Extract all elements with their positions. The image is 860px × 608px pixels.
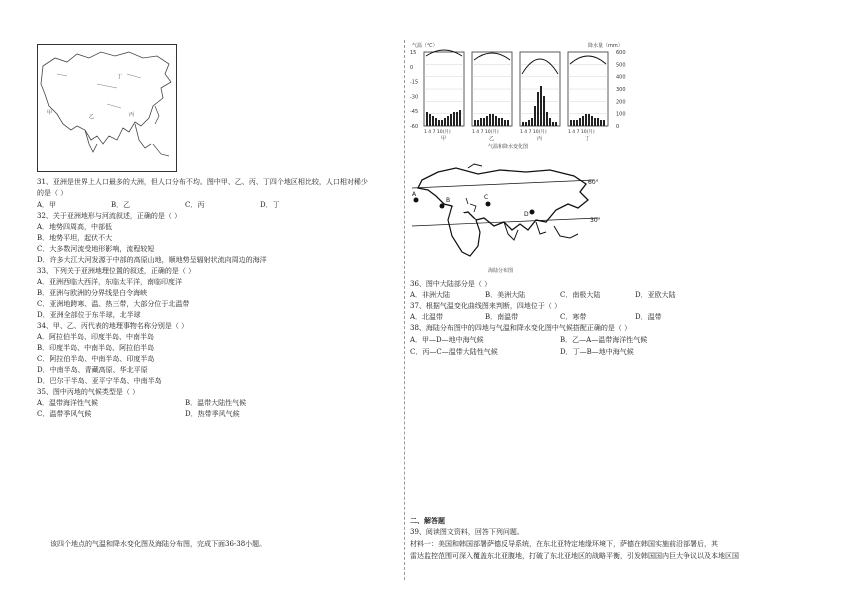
point-c-marker [486, 202, 491, 207]
q37-option-a[interactable]: A．北温带 [410, 313, 444, 321]
q31-option-a[interactable]: A．甲 [37, 201, 57, 209]
precip-bar [426, 112, 428, 126]
precip-bar [489, 114, 491, 126]
precip-bar [483, 118, 485, 126]
precip-bar [537, 92, 539, 126]
q38-option-d[interactable]: D．丁—B—地中海气候 [560, 348, 634, 356]
q36-option-a[interactable]: A．非洲大陆 [410, 291, 451, 299]
precip-bar [546, 112, 548, 126]
climate-panel [472, 52, 512, 142]
precip-bar [459, 110, 461, 126]
precip-tick: 500 [616, 62, 626, 69]
q39-material-line2: 雷达监控范围可深入覆盖东北亚腹地，打破了东北亚地区的战略平衡，引发韩国国内巨大争议以及本地区国 [410, 552, 739, 560]
point-c-label: C [484, 194, 489, 201]
precip-bar [438, 120, 440, 126]
column-divider [404, 40, 405, 580]
point-d-marker [530, 210, 535, 215]
precip-bar [585, 114, 587, 126]
precip-tick: 600 [616, 50, 626, 56]
svg-text:乙: 乙 [89, 114, 95, 120]
lat-60-label: 60° [588, 179, 599, 186]
q33-option-a[interactable]: A．亚洲西临大西洋，东临太平洋，南临印度洋 [37, 278, 183, 286]
point-a-label: A [412, 191, 417, 198]
q34-option-e[interactable]: D．巴尔干半岛、亚平宁半岛、中南半岛 [37, 377, 162, 385]
q31-option-d[interactable]: D．丁 [260, 201, 280, 209]
precip-bar [450, 114, 452, 126]
precip-bar [480, 118, 482, 126]
precip-bar [573, 120, 575, 126]
q31-stem: 31、亚洲是世界上人口最多的大洲，但人口分布不均。图中甲、乙、丙、丁四个地区相比较，人口相对稀少 [37, 178, 368, 186]
q34-stem: 34、甲、乙、丙代表的地理事物名称分别是（ ） [37, 322, 189, 330]
month-ticks: 1 4 7 10(月) [424, 130, 451, 135]
precip-bar [441, 120, 443, 126]
point-a-marker [414, 198, 419, 203]
precip-bar [534, 106, 536, 126]
svg-text:丙: 丙 [129, 112, 135, 118]
precip-bar [507, 120, 509, 126]
panel-label: 甲 [441, 136, 447, 142]
precip-bar [552, 122, 554, 126]
precip-bar [591, 116, 593, 126]
precip-tick: 400 [616, 74, 626, 81]
precip-bar [579, 118, 581, 126]
panel-label: 乙 [489, 136, 495, 142]
climate-charts [408, 40, 634, 152]
climate-panel [568, 52, 608, 142]
precip-bar [429, 114, 431, 126]
q36-option-c[interactable]: C．南极大陆 [560, 291, 601, 299]
q35-option-c[interactable]: C．温带季风气候 [37, 410, 92, 418]
precip-bar [477, 120, 479, 126]
precip-bar [504, 120, 506, 126]
precip-bar [492, 114, 494, 126]
temp-tick: 15 [410, 50, 417, 56]
panel-label: 丁 [585, 136, 591, 142]
precip-bar [486, 116, 488, 126]
precip-bar [522, 122, 524, 126]
climate-caption: 气温和降水变化图 [488, 144, 529, 150]
temp-axis-label: 气温（℃） [412, 43, 438, 49]
precip-bar [435, 118, 437, 126]
q39-stem: 39、阅读图文资料，回答下列问题。 [410, 528, 524, 536]
month-ticks: 1 4 7 10(月) [472, 130, 499, 135]
q35-option-d[interactable]: D．热带季风气候 [185, 410, 240, 418]
temp-tick: -15 [410, 79, 419, 86]
lat-30-label: 30° [590, 217, 601, 224]
precip-bar [540, 86, 542, 126]
q32-option-a[interactable]: A．地势四周高，中部低 [37, 223, 113, 231]
asia-map [37, 44, 177, 172]
q37-option-d[interactable]: D．温带 [635, 313, 662, 321]
q32-option-b[interactable]: B．地势平坦，起伏不大 [37, 234, 113, 242]
precip-bar [576, 120, 578, 126]
precip-bar [555, 122, 557, 126]
q33-stem: 33、下列关于亚洲地理位置的叙述，正确的是（ ） [37, 267, 196, 275]
precip-bar [528, 120, 530, 126]
temp-tick: -30 [410, 94, 419, 101]
q34-option-c[interactable]: C．阿拉伯半岛、中南半岛、印度半岛 [37, 355, 155, 363]
svg-text:甲: 甲 [47, 110, 53, 116]
point-d-label: D [524, 211, 529, 218]
precip-bar [495, 116, 497, 126]
q32-option-d[interactable]: D．许多大江大河发源于中部的高原山地，顺地势呈辐射状流向周边的海洋 [37, 256, 267, 264]
month-ticks: 1 4 7 10(月) [520, 130, 547, 135]
panel-label: 丙 [537, 136, 543, 142]
q34-option-a[interactable]: A．阿拉伯半岛、印度半岛、中南半岛 [37, 333, 155, 341]
q32-stem: 32、关于亚洲地形与河流叙述，正确的是（ ） [37, 212, 182, 220]
precip-bar [525, 122, 527, 126]
section-heading: 二、解答题 [410, 516, 445, 525]
q35-option-a[interactable]: A．温带海洋性气候 [37, 399, 99, 407]
climate-panel [520, 52, 560, 142]
q36-option-b[interactable]: B．美洲大陆 [485, 291, 526, 299]
svg-text:丁: 丁 [117, 74, 123, 80]
q33-option-c[interactable]: C．亚洲地跨寒、温、热三带，大部分位于北温带 [37, 300, 190, 308]
precip-bar [498, 118, 500, 126]
point-b-label: B [446, 197, 451, 204]
temp-tick: -45 [410, 109, 419, 116]
q36-option-d[interactable]: D．亚欧大陆 [635, 291, 676, 299]
q33-option-d[interactable]: D．亚洲全部位于东半球，北半球 [37, 311, 141, 319]
precip-bar [597, 118, 599, 126]
precip-bar [531, 118, 533, 126]
q35-option-b[interactable]: B．温带大陆性气候 [185, 399, 247, 407]
precip-bar [549, 118, 551, 126]
q39-material-line1: 材料一：美国和韩国部署萨德反导系统，在东北亚特定地缘环境下，萨德在韩国实施前沿部署后，其 [410, 540, 718, 548]
precip-bar [600, 120, 602, 126]
q38-option-b[interactable]: B．乙—A—温带海洋性气候 [560, 336, 648, 344]
q31-option-c[interactable]: C．丙 [185, 201, 205, 209]
q33-option-b[interactable]: B．亚洲与欧洲的分界线是白令海峡 [37, 289, 148, 297]
precip-bar [594, 118, 596, 126]
map-caption: 海陆分布图 [488, 268, 514, 274]
precip-bar [432, 116, 434, 126]
precip-bar [603, 120, 605, 126]
intro-text: 该四个地点的气温和降水变化图及海陆分布图，完成下面36-38小题。 [50, 540, 267, 548]
q37-option-b[interactable]: B．南温带 [485, 313, 519, 321]
precip-bar [447, 116, 449, 126]
precip-tick: 0 [616, 124, 620, 130]
climate-panel [424, 50, 464, 142]
q37-stem: 37、根据气温变化曲线图来判断，四地位于（ ） [410, 302, 562, 310]
sea-land-map [408, 160, 608, 278]
point-b-marker [440, 204, 445, 209]
precip-tick: 300 [616, 87, 626, 93]
temp-tick: -60 [410, 124, 419, 130]
precip-bar [456, 112, 458, 126]
q31-stem-cont: 的是（ ） [37, 189, 68, 197]
q36-stem: 36、图中大陆部分是（ ） [410, 280, 492, 288]
precip-bar [582, 116, 584, 126]
precip-bar [453, 112, 455, 126]
precip-bar [474, 120, 476, 126]
q31-option-b[interactable]: B．乙 [111, 201, 131, 209]
q37-option-c[interactable]: C．寒带 [560, 313, 587, 321]
q38-option-a[interactable]: A．甲—D—地中海气候 [410, 336, 484, 344]
q35-stem: 35、图中丙地的气候类型是（ ） [37, 388, 140, 396]
temp-tick: 0 [410, 64, 414, 71]
q34-option-b[interactable]: B．印度半岛、中南半岛、阿拉伯半岛 [37, 344, 155, 352]
q34-option-d[interactable]: D．中南半岛、青藏高原、华北平原 [37, 366, 148, 374]
precip-bar [501, 118, 503, 126]
precip-tick: 200 [616, 99, 626, 106]
precip-tick: 100 [616, 111, 626, 118]
q38-stem: 38、海陆分布图中的四地与气温和降水变化图中气候搭配正确的是（ ） [410, 324, 632, 332]
precip-bar [543, 96, 545, 126]
q38-option-c[interactable]: C．丙—C—温带大陆性气候 [410, 348, 498, 356]
q32-option-c[interactable]: C．大多数河流受地形影响，流程较短 [37, 245, 155, 253]
precip-bar [570, 120, 572, 126]
month-ticks: 1 4 7 10(月) [568, 130, 595, 135]
precip-bar [588, 114, 590, 126]
precip-axis-label: 降水量（mm） [588, 43, 623, 49]
precip-bar [444, 118, 446, 126]
